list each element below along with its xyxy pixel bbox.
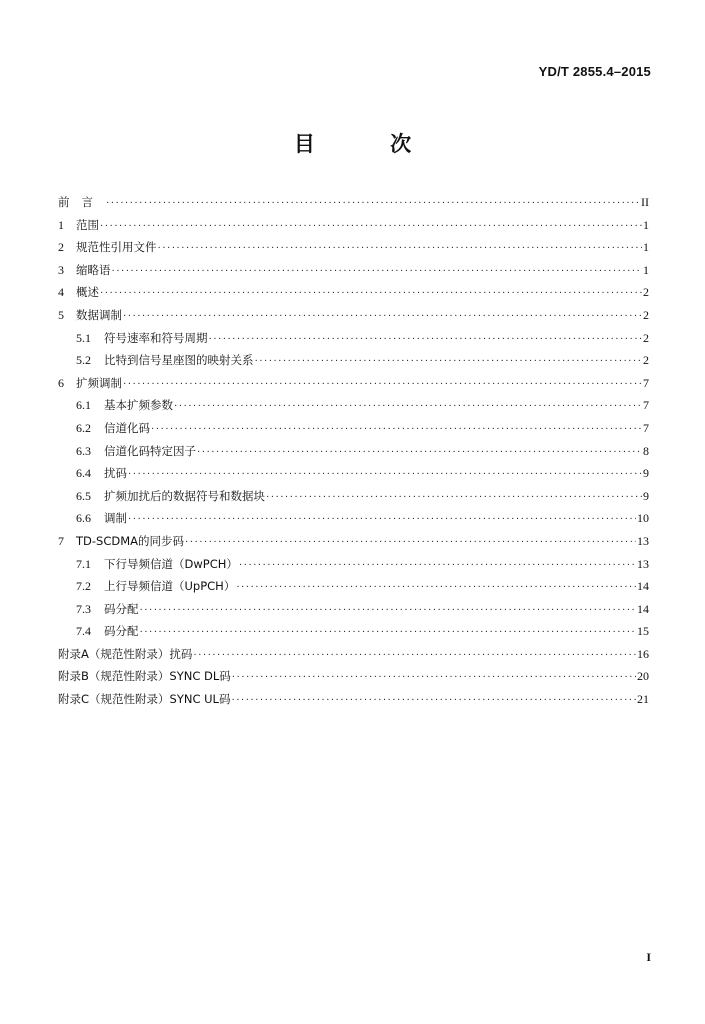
toc-entry[interactable] xyxy=(58,598,649,621)
toc-entry-title: 符号速率和符号周期 xyxy=(104,330,208,345)
toc-dot-leader xyxy=(140,600,637,623)
toc-entry-page: 2 xyxy=(643,353,649,368)
toc-entry-title: 附录C（规范性附录）SYNC UL码 xyxy=(58,692,231,707)
toc-entry-title: 码分配 xyxy=(104,624,139,639)
toc-entry-title: 范围 xyxy=(76,217,99,232)
toc-entry[interactable] xyxy=(58,530,649,553)
toc-entry[interactable] xyxy=(58,281,649,304)
toc-entry-page: 2 xyxy=(643,330,649,345)
toc-entry[interactable] xyxy=(58,417,649,440)
toc-dot-leader xyxy=(151,419,642,442)
toc-entry-number: 2 xyxy=(58,240,64,255)
toc-entry[interactable] xyxy=(58,259,649,282)
toc-entry-title: 比特到信号星座图的映射关系 xyxy=(104,353,254,368)
toc-dot-leader xyxy=(100,283,642,306)
toc-entry-title: 附录A（规范性附录）扰码 xyxy=(58,646,193,661)
table-of-contents xyxy=(58,191,649,711)
toc-entry-number: 7.2 xyxy=(76,579,91,594)
toc-entry[interactable] xyxy=(58,665,649,688)
toc-entry[interactable] xyxy=(58,236,649,259)
toc-dot-leader xyxy=(231,690,636,713)
toc-entry-page: 2 xyxy=(643,307,649,322)
toc-entry-page: 1 xyxy=(643,262,649,277)
toc-entry-page: 13 xyxy=(637,556,649,571)
toc-dot-leader xyxy=(123,306,642,329)
toc-dot-leader xyxy=(266,487,642,510)
toc-entry-title: 缩略语 xyxy=(76,262,111,277)
toc-entry[interactable] xyxy=(58,440,649,463)
toc-dot-leader xyxy=(209,329,643,352)
toc-dot-leader xyxy=(106,193,640,216)
toc-dot-leader xyxy=(185,532,636,555)
toc-entry-page: 7 xyxy=(643,398,649,413)
toc-dot-leader xyxy=(197,442,642,465)
toc-entry-number: 6.3 xyxy=(76,443,91,458)
toc-entry-title: 上行导频信道（UpPCH） xyxy=(104,579,236,594)
toc-dot-leader xyxy=(255,351,643,374)
toc-entry[interactable] xyxy=(58,485,649,508)
toc-dot-leader xyxy=(236,577,636,600)
toc-entry-title: 信道化码 xyxy=(104,420,150,435)
standard-code: YD/T 2855.4–2015 xyxy=(538,64,651,79)
toc-entry[interactable] xyxy=(58,643,649,666)
toc-entry-page: 14 xyxy=(637,601,649,616)
toc-entry-number: 6.1 xyxy=(76,398,91,413)
toc-dot-leader xyxy=(174,396,642,419)
toc-dot-leader xyxy=(100,216,642,239)
toc-entry-title: 调制 xyxy=(104,511,127,526)
toc-entry[interactable] xyxy=(58,462,649,485)
toc-entry-page: 9 xyxy=(643,488,649,503)
toc-dot-leader xyxy=(158,238,643,261)
toc-entry-number: 6 xyxy=(58,375,64,390)
toc-entry-title: 附录B（规范性附录）SYNC DL码 xyxy=(58,669,231,684)
toc-entry-page: 1 xyxy=(643,240,649,255)
toc-entry-page: 14 xyxy=(637,579,649,594)
toc-entry-page: 16 xyxy=(637,646,649,661)
toc-dot-leader xyxy=(232,667,636,690)
toc-entry-number: 5.1 xyxy=(76,330,91,345)
toc-entry[interactable] xyxy=(58,349,649,372)
toc-entry[interactable] xyxy=(58,214,649,237)
toc-entry[interactable] xyxy=(58,553,649,576)
toc-entry-number: 7 xyxy=(58,533,64,548)
toc-entry-number: 6.2 xyxy=(76,420,91,435)
toc-entry-title: 基本扩频参数 xyxy=(104,398,173,413)
toc-dot-leader xyxy=(128,464,642,487)
toc-entry[interactable] xyxy=(58,191,649,214)
toc-entry-page: 9 xyxy=(643,466,649,481)
toc-entry-page: 20 xyxy=(637,669,649,684)
toc-entry-page: 13 xyxy=(637,533,649,548)
toc-dot-leader xyxy=(112,261,643,284)
toc-entry-number: 5 xyxy=(58,307,64,322)
toc-entry[interactable] xyxy=(58,327,649,350)
toc-entry[interactable] xyxy=(58,304,649,327)
toc-entry-number: 6.5 xyxy=(76,488,91,503)
toc-entry-title: 信道化码特定因子 xyxy=(104,443,196,458)
toc-entry-number: 6.6 xyxy=(76,511,91,526)
toc-entry-title: 前言 xyxy=(58,195,105,209)
toc-entry-number: 1 xyxy=(58,217,64,232)
toc-entry-page: 7 xyxy=(643,420,649,435)
toc-entry-page: 1 xyxy=(643,217,649,232)
toc-entry-page: 15 xyxy=(637,624,649,639)
toc-entry[interactable] xyxy=(58,620,649,643)
toc-entry[interactable] xyxy=(58,394,649,417)
toc-entry-title: 概述 xyxy=(76,285,99,300)
toc-entry-number: 4 xyxy=(58,285,64,300)
toc-dot-leader xyxy=(140,622,637,645)
toc-dot-leader xyxy=(239,555,636,578)
toc-entry-title: 下行导频信道（DwPCH） xyxy=(104,556,238,571)
toc-entry-title: 扩频调制 xyxy=(76,375,122,390)
toc-entry-page: 10 xyxy=(637,511,649,526)
toc-entry-number: 7.1 xyxy=(76,556,91,571)
toc-entry-number: 7.3 xyxy=(76,601,91,616)
toc-entry-title: 数据调制 xyxy=(76,307,122,322)
toc-entry-title: 规范性引用文件 xyxy=(76,240,157,255)
toc-entry-page: II xyxy=(641,195,649,209)
toc-entry-number: 5.2 xyxy=(76,353,91,368)
toc-entry-number: 3 xyxy=(58,262,64,277)
toc-dot-leader xyxy=(128,509,636,532)
toc-entry-page: 21 xyxy=(637,692,649,707)
toc-entry-title: 扰码 xyxy=(104,466,127,481)
toc-entry-title: TD-SCDMA的同步码 xyxy=(76,533,185,548)
toc-entry[interactable] xyxy=(58,575,649,598)
page-number: I xyxy=(646,950,651,964)
toc-dot-leader xyxy=(123,374,642,397)
toc-entry[interactable] xyxy=(58,688,649,711)
toc-entry-page: 2 xyxy=(643,285,649,300)
toc-entry-number: 6.4 xyxy=(76,466,91,481)
toc-title: 目 次 xyxy=(293,132,446,156)
toc-entry-title: 码分配 xyxy=(104,601,139,616)
toc-entry[interactable] xyxy=(58,507,649,530)
toc-dot-leader xyxy=(193,645,636,668)
toc-entry-number: 7.4 xyxy=(76,624,91,639)
toc-entry-page: 7 xyxy=(643,375,649,390)
toc-entry-page: 8 xyxy=(643,443,649,458)
toc-entry-title: 扩频加扰后的数据符号和数据块 xyxy=(104,488,265,503)
toc-entry[interactable] xyxy=(58,372,649,395)
